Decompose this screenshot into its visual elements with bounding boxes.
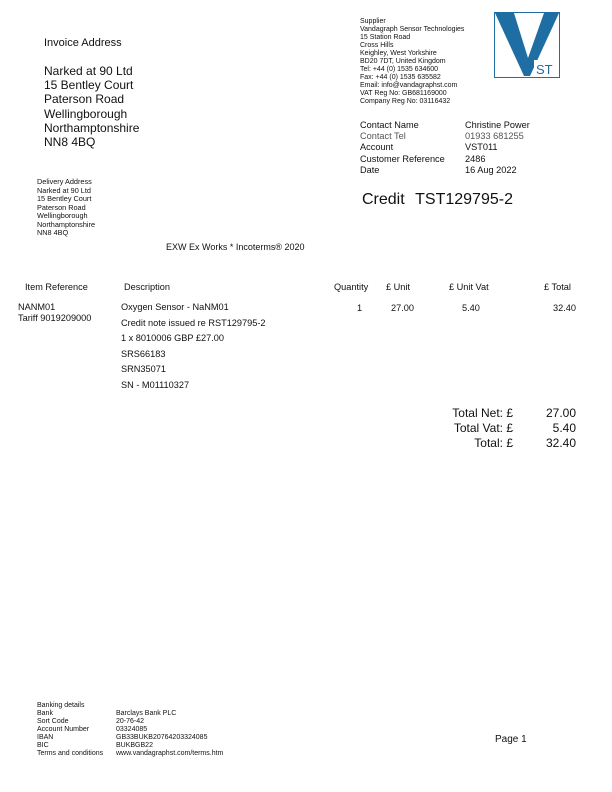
total-value: 32.40 (545, 436, 576, 450)
invoice-address-line: Narked at 90 Ltd (44, 64, 133, 78)
contact-value: Christine Power (465, 120, 530, 130)
supplier-title: Supplier (360, 18, 386, 25)
contact-row-date (360, 165, 530, 176)
banking-row (37, 750, 223, 758)
supplier-line: Vandagraph Sensor Technologies (360, 26, 465, 33)
col-header-unit-vat: £ Unit Vat (449, 282, 489, 292)
banking-row (37, 734, 223, 742)
totals-labels (452, 406, 513, 451)
col-header-quantity: Quantity (334, 282, 369, 292)
contact-label: Contact Tel (360, 131, 406, 142)
description-line: Oxygen Sensor - NaNM01 (121, 302, 229, 312)
delivery-address-line: Northamptonshire (37, 219, 95, 229)
banking-label: Account Number (37, 726, 90, 733)
contact-label: Date (360, 164, 380, 175)
invoice-address-line: 15 Bentley Court (44, 78, 134, 93)
delivery-address-line: NN8 4BQ (37, 228, 69, 237)
item-tariff: Tariff 9019209000 (18, 313, 92, 324)
credit-label: Credit (362, 191, 405, 208)
description-line: 1 x 8010006 GBP £27.00 (121, 333, 225, 344)
contact-value: 2486 (465, 153, 486, 164)
item-ref (18, 302, 91, 324)
delivery-address-line: Narked at 90 Ltd (37, 185, 91, 195)
total-vat-label: Total Vat: £ (453, 421, 513, 435)
banking-value: www.vandagraphst.com/terms.htm (116, 750, 224, 757)
supplier-line: Cross Hills (360, 42, 394, 49)
banking-details (37, 702, 223, 758)
description-line: Credit note issued re RST129795-2 (121, 317, 266, 328)
col-header-total: £ Total (544, 282, 571, 292)
supplier-block (360, 18, 464, 106)
contact-label: Contact Name (360, 120, 419, 130)
delivery-address-line: Paterson Road (37, 202, 86, 212)
contact-block (360, 120, 530, 176)
banking-value: 03324085 (116, 726, 148, 733)
company-logo (494, 12, 560, 78)
banking-label: Terms and conditions (37, 750, 104, 757)
total-net-label: Total Net: £ (452, 406, 513, 420)
vst-logo-icon (494, 12, 560, 78)
delivery-address-line: Wellingborough (37, 211, 88, 220)
description-line: SRN35071 (121, 364, 166, 375)
contact-value: 01933 681255 (465, 131, 524, 142)
item-unit-vat: 5.40 (462, 303, 480, 313)
banking-label: Sort Code (37, 718, 69, 725)
invoice-address-line: Northamptonshire (44, 120, 140, 135)
credit-number: TST129795-2 (415, 191, 513, 208)
invoice-address (44, 37, 139, 149)
banking-row (37, 742, 223, 750)
invoice-address-line: Wellingborough (44, 106, 128, 121)
banking-value: BUKBGB22 (116, 742, 153, 749)
supplier-line: VAT Reg No: GB681169000 (360, 90, 447, 97)
col-header-description: Description (124, 282, 170, 292)
supplier-line: BD20 7DT, United Kingdom (360, 58, 446, 65)
banking-row (37, 710, 223, 718)
banking-label: BIC (37, 742, 49, 749)
total-net-value: 27.00 (545, 406, 576, 420)
supplier-line: Tel: +44 (0) 1535 634600 (360, 66, 439, 73)
banking-label: IBAN (37, 734, 54, 741)
total-vat-value: 5.40 (552, 421, 576, 435)
banking-row (37, 726, 223, 734)
item-total: 32.40 (553, 303, 576, 313)
col-header-unit: £ Unit (386, 282, 411, 292)
totals-values (546, 406, 576, 451)
banking-row (37, 718, 223, 726)
item-ref-code: NANM01 (18, 302, 56, 312)
total-label: Total: £ (474, 436, 513, 450)
incoterms: EXW Ex Works * Incoterms® 2020 (166, 242, 305, 252)
banking-value: GB33BUKB20764203324085 (116, 734, 208, 741)
description-line: SN - M01110327 (121, 379, 190, 390)
item-quantity: 1 (357, 303, 363, 313)
banking-label: Bank (37, 710, 53, 717)
contact-label: Account (360, 142, 394, 153)
delivery-address-title: Delivery Address (37, 177, 92, 186)
contact-row-reference (360, 154, 530, 165)
supplier-line: 15 Station Road (360, 34, 411, 41)
banking-title: Banking details (37, 702, 85, 709)
logo-text: ST (536, 62, 553, 77)
supplier-line: Fax: +44 (0) 1535 635582 (360, 74, 441, 81)
page-number: Page 1 (495, 734, 527, 745)
contact-row-name (360, 120, 530, 131)
invoice-address-title: Invoice Address (44, 37, 122, 49)
contact-label: Customer Reference (360, 153, 445, 164)
credit-heading (362, 191, 513, 209)
supplier-line: Company Reg No: 03116432 (360, 98, 451, 105)
banking-value: 20-76-42 (116, 718, 145, 725)
supplier-line: Email: info@vandagraphst.com (360, 82, 458, 89)
col-header-item-ref: Item Reference (25, 282, 88, 292)
description-line: SRS66183 (121, 348, 166, 359)
delivery-address-line: 15 Bentley Court (37, 194, 92, 203)
invoice-address-line: NN8 4BQ (44, 135, 96, 150)
contact-row-tel (360, 131, 530, 142)
invoice-address-line: Paterson Road (44, 92, 125, 107)
delivery-address (37, 178, 95, 238)
contact-row-account (360, 142, 530, 153)
supplier-line: Keighley, West Yorkshire (360, 50, 437, 57)
banking-value: Barclays Bank PLC (116, 710, 177, 717)
item-unit: 27.00 (391, 303, 414, 313)
contact-value: 16 Aug 2022 (465, 164, 517, 175)
contact-value: VST011 (465, 142, 498, 153)
item-description (121, 300, 266, 394)
